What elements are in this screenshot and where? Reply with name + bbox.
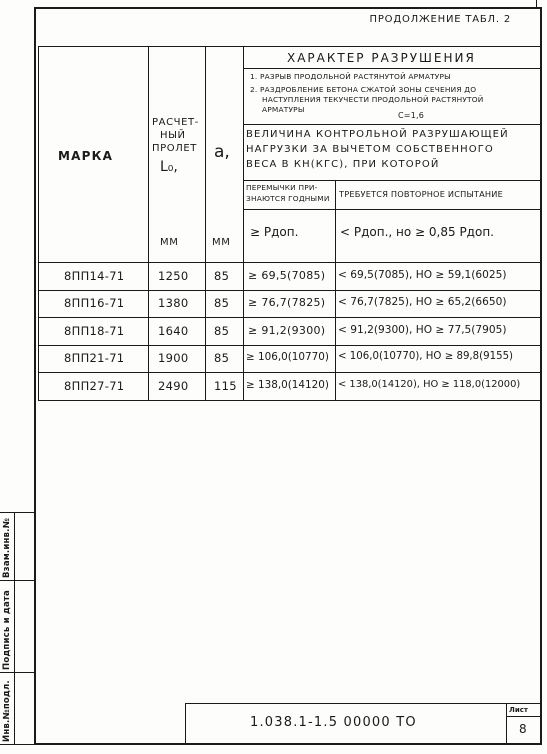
cond-suitable: ≥ Pдоп. [250, 225, 299, 239]
row-mark: 8ПП21-71 [64, 351, 125, 365]
header-span-3: ПРОЛЕТ [152, 143, 197, 154]
failure-mode-2b: НАСТУПЛЕНИЯ ТЕКУЧЕСТИ ПРОДОЛЬНОЙ РАСТЯНУТОЙ [262, 95, 484, 104]
frame-left [34, 7, 36, 744]
row-span: 1640 [158, 324, 189, 338]
failure-mode-1: 1. РАЗРЫВ ПРОДОЛЬНОЙ РАСТЯНУТОЙ АРМАТУРЫ [250, 72, 451, 81]
header-marka: МАРКА [58, 149, 114, 163]
row-retest: < 138,0(14120), НО ≥ 118,0(12000) [338, 379, 521, 390]
sheet-number: 8 [519, 722, 527, 736]
row-a: 85 [214, 351, 230, 365]
retest-label: ТРЕБУЕТСЯ ПОВТОРНОЕ ИСПЫТАНИЕ [339, 189, 503, 199]
stamp-vzam: Взам.инв.№ [2, 518, 12, 578]
header-span-2: НЫЙ [160, 130, 186, 141]
row-retest: < 91,2(9300), НО ≥ 77,5(7905) [338, 324, 507, 336]
row-a: 85 [214, 324, 230, 338]
row-mark: 8ПП27-71 [64, 379, 125, 393]
frame-right [540, 7, 542, 744]
frame-top [34, 7, 542, 9]
frame-bottom [34, 743, 542, 745]
header-span-1: РАСЧЕТ- [152, 117, 199, 128]
row-span: 1900 [158, 351, 189, 365]
suitable-label-1: ПЕРЕМЫЧКИ ПРИ- [246, 183, 318, 192]
row-suitable: ≥ 106,0(10770) [246, 351, 329, 363]
row-retest: < 69,5(7085), НО ≥ 59,1(6025) [338, 269, 507, 281]
load-desc-2: НАГРУЗКИ ЗА ВЫЧЕТОМ СОБСТВЕННОГО [246, 144, 494, 155]
header-span-unit: ММ [160, 237, 179, 248]
c-coefficient: C=1,6 [398, 111, 425, 120]
row-a: 85 [214, 296, 230, 310]
cond-retest: < Pдоп., но ≥ 0,85 Pдоп. [340, 225, 494, 239]
row-a: 85 [214, 269, 230, 283]
row-span: 1380 [158, 296, 189, 310]
sheet-label: Лист [509, 706, 528, 714]
continuation-note: ПРОДОЛЖЕНИЕ ТАБЛ. 2 [369, 14, 511, 25]
failure-title: ХАРАКТЕР РАЗРУШЕНИЯ [287, 51, 476, 65]
row-span: 2490 [158, 379, 189, 393]
row-mark: 8ПП16-71 [64, 296, 125, 310]
stamp-inv-podl: Инв.№подл. [2, 680, 12, 742]
row-mark: 8ПП18-71 [64, 324, 125, 338]
failure-mode-2c: АРМАТУРЫ [262, 105, 305, 114]
row-mark: 8ПП14-71 [64, 269, 125, 283]
row-a: 115 [214, 379, 237, 393]
header-a-unit: ММ [212, 237, 231, 248]
row-suitable: ≥ 69,5(7085) [248, 269, 326, 282]
row-suitable: ≥ 138,0(14120) [246, 379, 329, 391]
failure-mode-2a: 2. РАЗДРОБЛЕНИЕ БЕТОНА СЖАТОЙ ЗОНЫ СЕЧЕНИЯ ДО [250, 85, 477, 94]
corner-mark [536, 0, 547, 7]
stamp-podpis: Подпись и дата [2, 590, 12, 670]
document-code: 1.038.1-1.5 00000 ТО [250, 715, 417, 730]
load-desc-3: ВЕСА В КН(КГС), ПРИ КОТОРОЙ [246, 159, 440, 170]
row-retest: < 76,7(7825), НО ≥ 65,2(6650) [338, 296, 507, 308]
row-suitable: ≥ 76,7(7825) [248, 296, 326, 309]
row-span: 1250 [158, 269, 189, 283]
suitable-label-2: ЗНАЮТСЯ ГОДНЫМИ [246, 194, 330, 203]
header-span-symbol: L₀, [160, 159, 178, 175]
load-desc-1: ВЕЛИЧИНА КОНТРОЛЬНОЙ РАЗРУШАЮЩЕЙ [246, 129, 509, 140]
row-retest: < 106,0(10770), НО ≥ 89,8(9155) [338, 351, 514, 362]
header-a: a, [214, 142, 230, 162]
row-suitable: ≥ 91,2(9300) [248, 324, 326, 337]
